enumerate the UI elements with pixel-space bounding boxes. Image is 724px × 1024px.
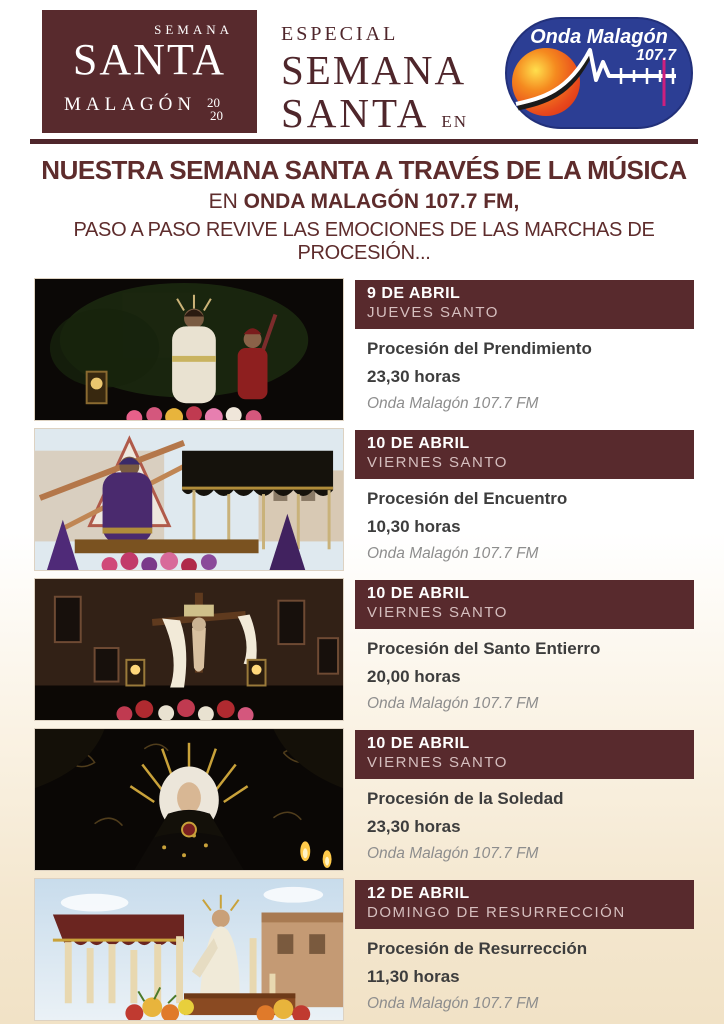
header-title-especial: ESPECIAL (281, 23, 399, 45)
intro-section (34, 144, 694, 278)
intro-tagline: PASO A PASO REVIVE LAS EMOCIONES DE LAS MARCHAS DE PROCESIÓN... (73, 219, 655, 264)
header-title-en: EN (441, 112, 469, 131)
header-title-santa: SANTA (281, 90, 430, 136)
event-photo-soledad (34, 728, 344, 871)
event-row-1 (34, 278, 694, 421)
event-details (355, 329, 694, 413)
radio-frequency-text: 107.7 (635, 47, 677, 64)
event-station: Onda Malagón 107.7 FM (367, 694, 539, 712)
event-row-4 (34, 728, 694, 871)
event-details (355, 629, 694, 713)
onda-malagon-logo (504, 16, 694, 135)
event-day: VIERNES SANTO (367, 454, 508, 471)
semana-santa-malagon-logo (42, 10, 257, 133)
logo-word-semana: SEMANA (154, 22, 233, 37)
event-time: 23,30 horas (367, 366, 461, 386)
event-info (355, 728, 694, 871)
event-title: Procesión del Santo Entierro (367, 638, 601, 658)
intro-headline: NUESTRA SEMANA SANTA A TRAVÉS DE LA MÚSICA (41, 155, 687, 185)
event-title: Procesión de la Soledad (367, 788, 564, 808)
day-resurrection-illustration (35, 879, 343, 1020)
event-date: 10 DE ABRIL (367, 435, 470, 452)
event-station: Onda Malagón 107.7 FM (367, 994, 539, 1012)
event-date-banner (355, 880, 694, 929)
event-station: Onda Malagón 107.7 FM (367, 394, 539, 412)
event-photo-prendimiento (34, 278, 344, 421)
header (34, 10, 694, 135)
event-day: DOMINGO DE RESURRECCIÓN (367, 904, 626, 921)
night-procession-illustration (35, 279, 343, 420)
intro-subline-station: ONDA MALAGÓN 107.7 FM, (243, 190, 520, 213)
day-procession-illustration (35, 429, 343, 570)
event-station: Onda Malagón 107.7 FM (367, 844, 539, 862)
event-info (355, 428, 694, 571)
event-date-banner (355, 730, 694, 779)
event-row-3 (34, 578, 694, 721)
event-date-banner (355, 280, 694, 329)
onda-malagon-logo-graphic (504, 16, 694, 130)
header-title-block (257, 10, 504, 134)
event-time: 11,30 horas (367, 966, 460, 986)
event-details (355, 479, 694, 563)
event-day: JUEVES SANTO (367, 304, 499, 321)
logo-year (204, 96, 223, 122)
intro-subline (34, 190, 694, 214)
header-title-semana: SEMANA (281, 47, 467, 93)
event-time: 23,30 horas (367, 816, 461, 836)
event-time: 10,30 horas (367, 516, 461, 536)
event-date: 12 DE ABRIL (367, 885, 470, 902)
event-date-banner (355, 580, 694, 629)
event-date-banner (355, 430, 694, 479)
event-day: VIERNES SANTO (367, 604, 508, 621)
night-virgin-illustration (35, 729, 343, 870)
event-time: 20,00 horas (367, 666, 461, 686)
logo-word-santa: SANTA (72, 35, 227, 84)
event-photo-resurreccion (34, 878, 344, 1021)
logo-word-malagon: MALAGÓN (64, 94, 197, 115)
event-info (355, 878, 694, 1021)
event-row-2 (34, 428, 694, 571)
event-date: 10 DE ABRIL (367, 735, 470, 752)
radio-name-text: Onda Malagón (530, 26, 668, 48)
event-date: 9 DE ABRIL (367, 285, 461, 302)
event-title: Procesión del Prendimiento (367, 338, 592, 358)
event-day: VIERNES SANTO (367, 754, 508, 771)
event-info (355, 578, 694, 721)
event-row-5 (34, 878, 694, 1021)
event-photo-encuentro (34, 428, 344, 571)
event-title: Procesión del Encuentro (367, 488, 568, 508)
event-date: 10 DE ABRIL (367, 585, 470, 602)
header-title-santa-row (281, 90, 504, 136)
event-station: Onda Malagón 107.7 FM (367, 544, 539, 562)
night-crucifix-illustration (35, 579, 343, 720)
event-details (355, 779, 694, 863)
logo-year-bottom: 20 (210, 108, 223, 123)
event-details (355, 929, 694, 1013)
event-title: Procesión de Resurrección (367, 938, 588, 958)
event-info (355, 278, 694, 421)
intro-subline-prefix: EN (208, 190, 244, 213)
event-photo-santo-entierro (34, 578, 344, 721)
logo-year-top: 20 (207, 95, 220, 110)
event-list (34, 278, 694, 1021)
